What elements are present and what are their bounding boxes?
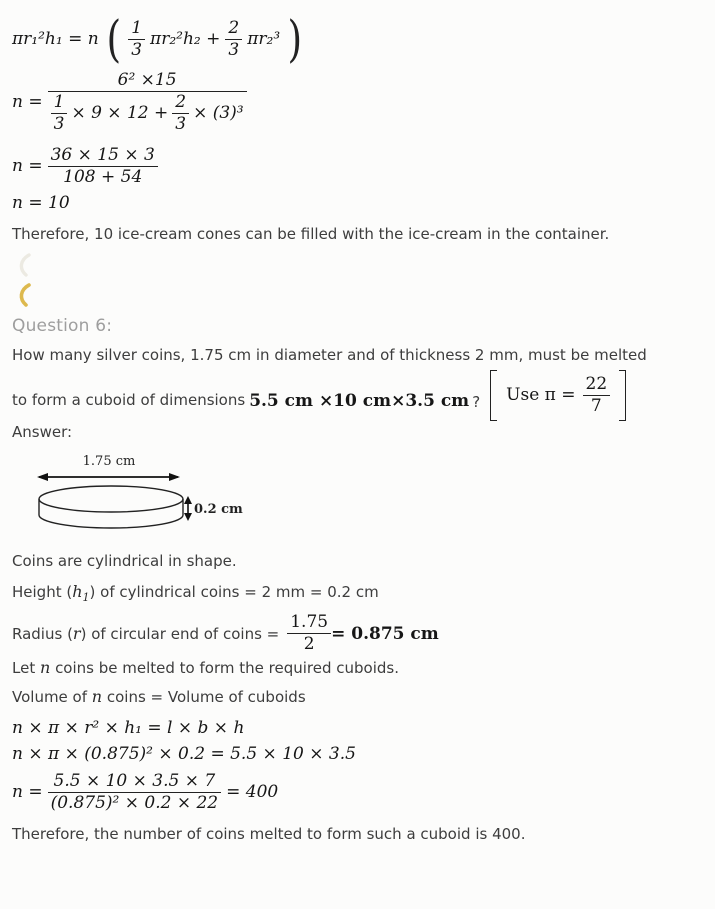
fraction-denominator: 108 + 54	[63, 166, 143, 187]
fraction-numerator: 6² ×15	[48, 71, 247, 92]
denominator-tail: × (3)³	[193, 102, 244, 123]
open-paren: (	[106, 10, 121, 68]
width-arrow-right-head	[169, 473, 180, 481]
diagram-width-label: 1.75 cm	[82, 454, 136, 470]
coin-body	[39, 499, 183, 528]
fraction-22-7	[583, 375, 611, 416]
fraction-denominator: 2	[303, 634, 315, 655]
fraction-two-thirds	[225, 19, 242, 60]
crescent-icon-faint	[12, 252, 38, 278]
fraction-numerator: 1	[51, 93, 68, 114]
equation-cone-volume	[12, 10, 701, 68]
fraction-numerator: 36 × 15 × 3	[48, 146, 158, 167]
equation-lhs: n =	[12, 92, 43, 113]
equation-lhs: n =	[12, 156, 43, 177]
equation-lhs: n =	[12, 782, 43, 803]
fraction-denominator: (0.875)² × 0.2 × 22	[50, 792, 219, 813]
fraction-numerator: 22	[583, 375, 611, 396]
equation-tail-term: πr₂³	[247, 29, 281, 50]
bracket-right	[619, 370, 626, 421]
fraction-one-third	[51, 93, 68, 134]
fraction-denominator: 3	[228, 39, 240, 60]
answer-height-line	[12, 582, 701, 605]
question-text-line2	[12, 370, 701, 415]
radius-variable: r	[72, 624, 81, 644]
volume-prefix: Volume of	[12, 687, 92, 706]
radius-prefix: Radius (	[12, 624, 73, 643]
let-variable: n	[39, 658, 51, 678]
use-pi-label: Use π =	[506, 385, 576, 406]
cuboid-dimensions: 5.5 cm ×10 cm×3.5 cm	[249, 390, 470, 411]
fraction-numerator: 1	[128, 19, 145, 40]
bracket-left	[490, 370, 497, 421]
close-paren: )	[287, 10, 303, 68]
radius-suffix: ) of circular end of coins =	[80, 624, 280, 643]
fraction-one-third	[128, 19, 145, 60]
volume-variable: n	[91, 686, 103, 706]
coin-top-ellipse	[39, 486, 183, 512]
fraction-denominator: 3	[53, 113, 65, 134]
fraction-numerator: 2	[172, 93, 189, 114]
answer-volume-line	[12, 687, 701, 708]
big-fraction	[48, 71, 247, 134]
equation-n-fraction	[12, 71, 701, 134]
volume-suffix: coins = Volume of cuboids	[102, 687, 306, 706]
denominator-middle: × 9 × 12 +	[71, 102, 169, 123]
question-text-line1: How many silver coins, 1.75 cm in diameter and of thickness 2 mm, must be melted	[12, 346, 647, 365]
fraction-numerator: 5.5 × 10 × 3.5 × 7	[48, 772, 222, 793]
conclusion-ice-cream: Therefore, 10 ice-cream cones can be filled with the ice-cream in the container.	[12, 224, 610, 243]
let-prefix: Let	[12, 659, 40, 678]
answer-let-line	[12, 658, 701, 679]
let-suffix: coins be melted to form the required cuboids.	[50, 659, 399, 678]
equation-n-result: n = 10	[12, 192, 70, 213]
use-pi-content	[504, 370, 612, 421]
thickness-arrow-bottom-head	[184, 513, 192, 521]
answer-label: Answer:	[12, 422, 73, 441]
question-line2-prefix: to form a cuboid of dimensions	[12, 390, 246, 409]
diagram-thickness-label: 0.2 cm	[194, 502, 243, 518]
fraction-denominator: 3	[175, 113, 187, 134]
conclusion-coins: Therefore, the number of coins melted to form such a cuboid is 400.	[12, 824, 526, 843]
crescent-icon-gold	[12, 282, 38, 308]
equation-substituted: n × π × (0.875)² × 0.2 = 5.5 × 10 × 3.5	[12, 743, 356, 764]
fraction	[48, 772, 222, 813]
height-subscript: 1	[82, 590, 90, 604]
fraction-numerator: 1.75	[287, 613, 331, 634]
height-prefix: Height (	[12, 582, 73, 601]
use-pi-bracket	[490, 370, 626, 421]
coin-diagram	[16, 452, 256, 546]
equation-result: = 400	[226, 782, 279, 803]
radius-result: = 0.875 cm	[331, 623, 439, 644]
equation-lhs: πr₁²h₁ = n	[12, 29, 99, 50]
thickness-arrow-top-head	[184, 496, 192, 504]
fraction-denominator	[48, 92, 247, 134]
fraction-two-thirds	[172, 93, 189, 134]
fraction	[48, 146, 158, 187]
equation-middle-term: πr₂²h₂ +	[150, 29, 221, 50]
equation-n-simplified	[12, 146, 701, 187]
answer-radius-line	[12, 613, 701, 654]
radius-fraction	[287, 613, 331, 654]
width-arrow-left-head	[37, 473, 48, 481]
fraction-numerator: 2	[225, 19, 242, 40]
question-heading: Question 6:	[12, 316, 113, 337]
height-variable: h	[72, 581, 83, 601]
height-suffix: ) of cylindrical coins = 2 mm = 0.2 cm	[89, 582, 379, 601]
question-mark: ?	[472, 392, 481, 411]
answer-shape-line: Coins are cylindrical in shape.	[12, 552, 237, 571]
fraction-denominator: 7	[590, 395, 602, 416]
equation-volume-equality: n × π × r² × h₁ = l × b × h	[12, 717, 245, 738]
equation-coins-result	[12, 772, 701, 813]
fraction-denominator: 3	[131, 39, 143, 60]
